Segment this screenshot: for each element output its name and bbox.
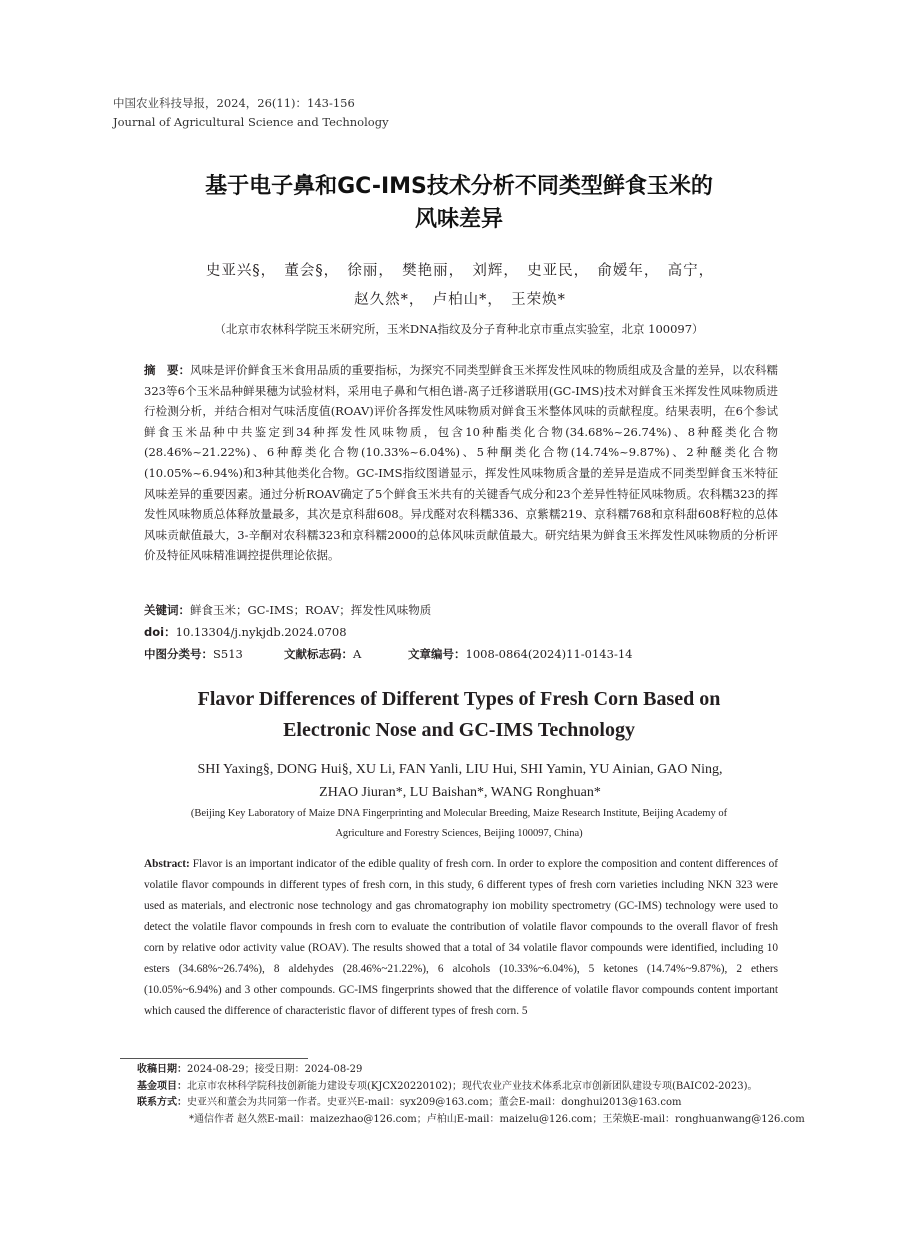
fund-info xyxy=(137,1079,809,1096)
cn-abstract-label: 摘 要： xyxy=(144,363,191,377)
en-affiliation-line2: Agriculture and Forestry Sciences, Beijing 100097, China) xyxy=(335,828,583,839)
cn-authors xyxy=(120,257,800,315)
en-title xyxy=(0,684,918,746)
en-affiliation xyxy=(140,804,778,844)
contact-line2: *通信作者 赵久然E-mail：maizezhao@126.com；卢柏山E-mail：maizelu@126.com；王荣焕E-mail：ronghuanwang@126.com xyxy=(189,1113,805,1125)
cn-title-line1: 基于电子鼻和GC-IMS技术分析不同类型鲜食玉米的 xyxy=(205,174,713,199)
cn-abstract xyxy=(144,360,778,566)
en-abstract-text: Flavor is an important indicator of the edible quality of fresh corn. In order to explore the composition and content differences of volatile flavor compounds in different types of fresh corn, in this study, 6 different types of fresh corn varieties including NKN 323 were used as materials, and electronic nose technology and gas chromatography ion mobility spectrometry (GC-IMS) technology were used to detect the volatile flavor compounds in fresh corn to evaluate the contribution of volatile flavor compounds to the overall flavor of fresh corn by relative odor activity value (ROAV). The results showed that a total of 34 volatile flavor compounds were identified, including 10 esters (34.68%~26.74%), 8 aldehydes (28.46%~21.22%), 6 alcohols (10.33%~6.04%), 5 ketones (14.74%~9.87%), 2 ethers (10.05%~6.94%) and 3 other compounds. GC-IMS fingerprints showed that the difference of volatile flavor compounds content important which caused the difference of characteristic flavor of different types of fresh corn. 5 xyxy=(144,858,778,1017)
footnotes xyxy=(137,1062,809,1128)
cn-keywords xyxy=(144,600,778,620)
cn-abstract-text: 风味是评价鲜食玉米食用品质的重要指标，为探究不同类型鲜食玉米挥发性风味的物质组成及含量的差异，以农科糯323等6个玉米品种鲜果穗为试验材料，采用电子鼻和气相色谱-离子迁移谱联用(GC-IMS)技术对鲜食玉米挥发性风味物质进行检测分析，并结合相对气味活度值(ROAV)评价各挥发性风味物质对鲜食玉米整体风味的贡献程度。结果表明，在6个参试鲜食玉米品种中共鉴定到34种挥发性风味物质，包含10种酯类化合物(34.68%~26.74%)、8种醛类化合物(28.46%~21.22%)、6种醇类化合物(10.33%~6.04%)、5种酮类化合物(14.74%~9.87%)、2种醚类化合物(10.05%~6.94%)和3种其他类化合物。GC-IMS指纹图谱显示，挥发性风味物质含量的差异是造成不同类型鲜食玉米特征风味差异的重要因素。通过分析ROAV确定了5个鲜食玉米共有的关键香气成分和23个差异性特征风味物质。农科糯323的挥发性风味物质总体释放量最多，其次是京科甜608。异戊醛对农科糯336、京紫糯219、京科糯768和京科甜608籽粒的总体风味贡献值最大，3-辛酮对农科糯323和京科糯2000的总体风味贡献值最大。研究结果为鲜食玉米挥发性风味物质的分析评价及特征风味精准调控提供理论依据。 xyxy=(144,363,779,563)
cn-doi xyxy=(144,622,778,642)
en-abstract-label: Abstract: xyxy=(144,858,190,870)
fund-text: 北京市农林科学院科技创新能力建设专项(KJCX20220102)；现代农业产业技术体系北京市创新团队建设专项(BAIC02-2023)。 xyxy=(187,1080,758,1092)
en-affiliation-line1: (Beijing Key Laboratory of Maize DNA Fingerprinting and Molecular Breeding, Maize Research Institute, Beijing Academy of xyxy=(190,808,728,819)
journal-citation-cn: 中国农业科技导报，2024，26(11)：143-156 xyxy=(113,96,355,110)
en-title-line2: Electronic Nose and GC-IMS Technology xyxy=(283,719,635,741)
dates-label: 收稿日期： xyxy=(137,1064,187,1075)
en-abstract xyxy=(144,854,778,1022)
articleno-label: 文章编号： xyxy=(408,647,466,661)
journal-name-en: Journal of Agricultural Science and Technology xyxy=(113,115,389,129)
contact-line1: 史亚兴和董会为共同第一作者。史亚兴E-mail：syx209@163.com；董会E-mail：donghui2013@163.com xyxy=(187,1097,682,1109)
journal-header xyxy=(113,94,389,132)
doi-link[interactable]: 10.13304/j.nykjdb.2024.0708 xyxy=(175,625,347,639)
dates-text: 2024-08-29；接受日期：2024-08-29 xyxy=(187,1064,363,1075)
clc-value: S513 xyxy=(213,647,243,661)
cn-authors-line2: 赵久然*， 卢柏山*， 王荣焕* xyxy=(354,292,566,308)
cn-title xyxy=(0,170,918,236)
en-title-line1: Flavor Differences of Different Types of Fresh Corn Based on xyxy=(197,688,721,710)
cn-affiliation: （北京市农林科学院玉米研究所，玉米DNA指纹及分子育种北京市重点实验室，北京 100097） xyxy=(214,322,704,336)
en-authors xyxy=(120,758,800,804)
clc-label: 中图分类号： xyxy=(144,647,213,661)
contact-label: 联系方式： xyxy=(137,1097,187,1109)
keywords-label: 关键词： xyxy=(144,603,190,617)
doi-label: doi： xyxy=(144,625,176,639)
received-dates xyxy=(137,1062,809,1079)
doccode-label: 文献标志码： xyxy=(284,647,353,661)
cn-title-line2: 风味差异 xyxy=(414,207,503,232)
footnote-divider xyxy=(120,1058,308,1059)
doccode-value: A xyxy=(353,647,362,661)
keywords-text: 鲜食玉米；GC-IMS；ROAV；挥发性风味物质 xyxy=(190,603,432,617)
en-authors-line2: ZHAO Jiuran*, LU Baishan*, WANG Ronghuan* xyxy=(319,785,601,800)
fund-label: 基金项目： xyxy=(137,1080,187,1092)
cn-classification-row xyxy=(144,644,778,664)
en-authors-line1: SHI Yaxing§, DONG Hui§, XU Li, FAN Yanli, LIU Hui, SHI Yamin, YU Ainian, GAO Ning, xyxy=(197,762,723,777)
cn-authors-line1: 史亚兴§， 董会§， 徐丽， 樊艳丽， 刘辉， 史亚民， 俞嫒年， 高宁， xyxy=(205,263,715,279)
articleno-value: 1008-0864(2024)11-0143-14 xyxy=(465,647,633,661)
contact-info xyxy=(137,1095,809,1112)
